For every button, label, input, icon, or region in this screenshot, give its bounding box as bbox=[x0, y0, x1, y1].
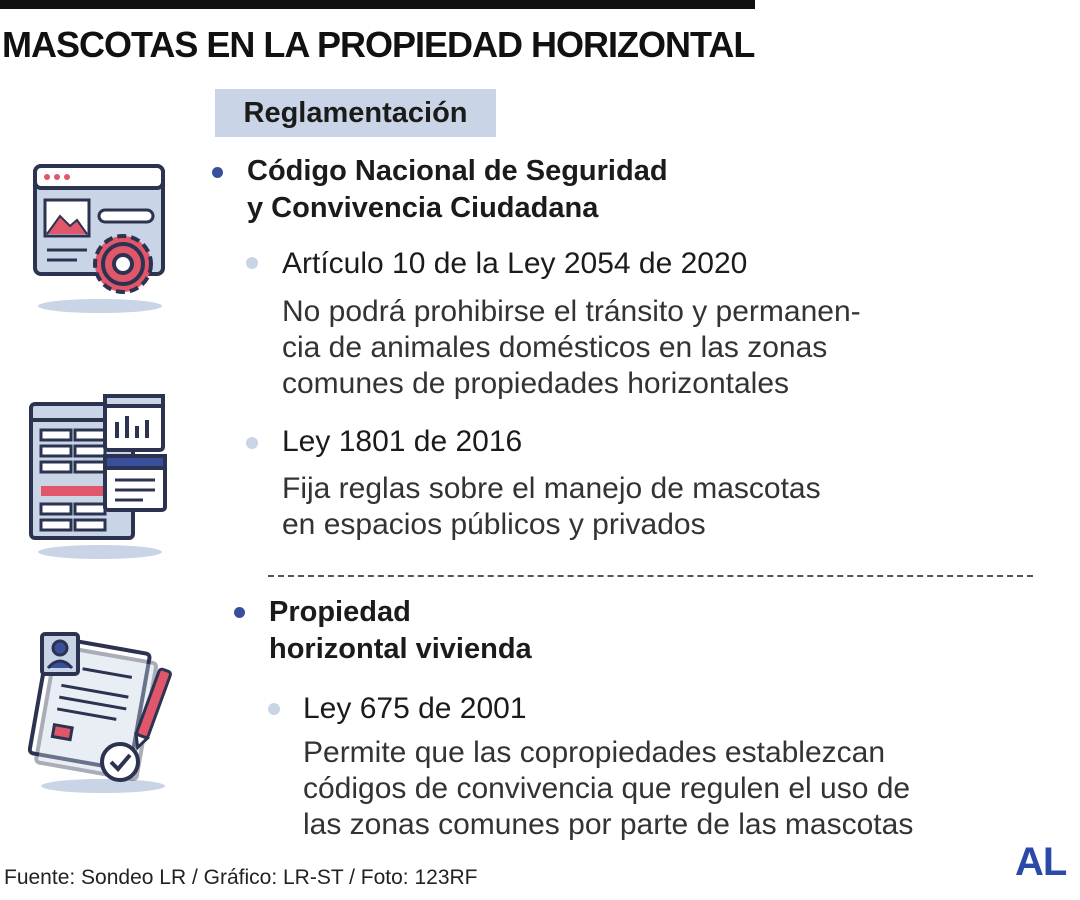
group-bullet bbox=[212, 167, 223, 178]
law-description: No podrá prohibirse el tránsito y permanen- cia de animales domésticos en las zonas comunes de propiedades horizontales bbox=[282, 295, 861, 400]
item-bullet bbox=[246, 437, 258, 449]
source-credit: Fuente: Sondeo LR / Gráfico: LR-ST / Foto: 123RF bbox=[4, 866, 478, 889]
top-rule bbox=[0, 0, 755, 9]
group-heading: Código Nacional de Seguridad y Convivencia Ciudadana bbox=[247, 155, 668, 224]
page-title: MASCOTAS EN LA PROPIEDAD HORIZONTAL bbox=[2, 24, 755, 65]
law-title: Ley 1801 de 2016 bbox=[282, 425, 523, 458]
section-divider bbox=[268, 575, 1033, 577]
law-description: Permite que las copropiedades establezcan códigos de convivencia que regulen el uso de las zonas comunes por parte de las mascotas bbox=[303, 736, 914, 841]
group-heading: Propiedad horizontal vivienda bbox=[269, 596, 532, 665]
document-approval-icon bbox=[28, 628, 178, 800]
spreadsheet-chart-icon bbox=[25, 392, 175, 564]
publisher-logo: AL bbox=[1015, 840, 1067, 884]
law-title: Ley 675 de 2001 bbox=[303, 692, 527, 725]
browser-settings-icon bbox=[25, 158, 175, 318]
section-label: Reglamentación bbox=[215, 89, 496, 137]
item-bullet bbox=[268, 703, 280, 715]
law-title: Artículo 10 de la Ley 2054 de 2020 bbox=[282, 247, 748, 280]
group-bullet bbox=[234, 607, 245, 618]
law-description: Fija reglas sobre el manejo de mascotas en espacios públicos y privados bbox=[282, 472, 821, 541]
item-bullet bbox=[246, 257, 258, 269]
